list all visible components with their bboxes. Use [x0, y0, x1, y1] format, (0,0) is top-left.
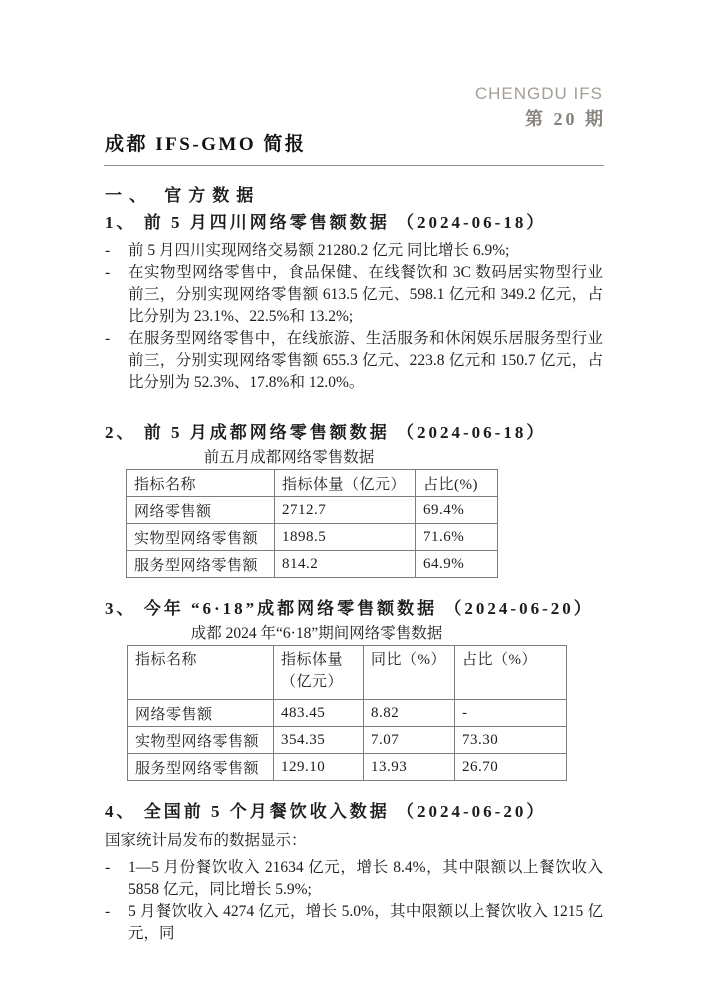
table-cell: 实物型网络零售额: [128, 727, 274, 754]
table-chengdu-retail: [126, 469, 498, 578]
bullet-marker: -: [105, 242, 111, 259]
bullet-item: [105, 240, 603, 262]
table-2-caption: 成都 2024 年“6·18”期间网络零售数据: [190, 625, 443, 642]
table-cell: 7.07: [364, 727, 455, 754]
table-cell: 483.45: [274, 700, 364, 727]
bullet-marker: -: [105, 330, 111, 347]
table-cell: 69.4%: [416, 497, 498, 524]
table-1-caption: 前五月成都网络零售数据: [203, 449, 375, 466]
table-header-cell: 指标名称: [127, 470, 275, 497]
table-cell: 13.93: [364, 754, 455, 781]
bullet-item: [105, 901, 603, 945]
table-cell: 26.70: [455, 754, 567, 781]
brand-logo-text: CHENGDU IFS: [474, 84, 603, 103]
bullet-marker: -: [105, 859, 111, 876]
table-header-cell: 占比(%): [416, 470, 498, 497]
table-row: [128, 700, 567, 727]
bullet-text: 在服务型网络零售中，在线旅游、生活服务和休闲娱乐居服务型行业前三，分别实现网络零售额 655.3 亿元、223.8 亿元和 150.7 亿元，占比分别为 52.3%、17.8%和 12.0%。: [128, 330, 603, 391]
bullet-text: 在实物型网络零售中，食品保健、在线餐饮和 3C 数码居实物型行业前三，分别实现网络零售额 613.5 亿元、598.1 亿元和 349.2 亿元，占比分别为 23.1%、22.5%和 13.2%;: [128, 264, 603, 325]
table-header-cell: 同比（%）: [364, 646, 455, 700]
item-1-bullet-list: [105, 240, 603, 394]
item-4-heading: 4、 全国前 5 个月餐饮收入数据 （2024-06-20）: [105, 802, 547, 821]
table-cell: 73.30: [455, 727, 567, 754]
table-row: [127, 524, 498, 551]
table-row: [128, 727, 567, 754]
bullet-item: [105, 857, 603, 901]
table-header-row: [127, 470, 498, 497]
table-row: [127, 551, 498, 578]
item-3-heading: 3、 今年 “6·18”成都网络零售额数据 （2024-06-20）: [105, 599, 594, 618]
table-cell: 2712.7: [275, 497, 416, 524]
document-body: [105, 184, 603, 945]
table-cell: 64.9%: [416, 551, 498, 578]
table-cell: -: [455, 700, 567, 727]
item-4-bullet-list: [105, 857, 603, 945]
bullet-text: 1—5 月份餐饮收入 21634 亿元，增长 8.4%，其中限额以上餐饮收入 5858 亿元，同比增长 5.9%;: [128, 859, 603, 898]
doc-title: 成都 IFS-GMO 简报: [105, 134, 307, 155]
table-cell: 网络零售额: [127, 497, 275, 524]
header-divider: [104, 165, 604, 166]
table-header-row: [128, 646, 567, 700]
table-header-cell: 占比（%）: [455, 646, 567, 700]
section-1-label: 一、 官方数据: [105, 186, 261, 205]
table-618-retail: [127, 645, 567, 781]
bullet-marker: -: [105, 264, 111, 281]
item-4-intro: 国家统计局发布的数据显示：: [105, 832, 307, 849]
table-header-cell: 指标名称: [128, 646, 274, 700]
table-cell: 71.6%: [416, 524, 498, 551]
table-header-cell: 指标体量（亿元）: [274, 646, 364, 700]
bullet-marker: -: [105, 903, 111, 920]
table-cell: 1898.5: [275, 524, 416, 551]
bullet-item: [105, 262, 603, 328]
table-row: [127, 497, 498, 524]
table-cell: 354.35: [274, 727, 364, 754]
table-cell: 129.10: [274, 754, 364, 781]
bullet-text: 前 5 月四川实现网络交易额 21280.2 亿元 同比增长 6.9%;: [128, 242, 510, 259]
table-header-cell: 指标体量（亿元）: [275, 470, 416, 497]
table-cell: 814.2: [275, 551, 416, 578]
table-cell: 实物型网络零售额: [127, 524, 275, 551]
issue-number: 第 20 期: [525, 109, 606, 129]
item-2-heading: 2、 前 5 月成都网络零售额数据 （2024-06-18）: [105, 423, 547, 442]
table-cell: 服务型网络零售额: [127, 551, 275, 578]
table-cell: 网络零售额: [128, 700, 274, 727]
table-cell: 8.82: [364, 700, 455, 727]
item-1-heading: 1、 前 5 月四川网络零售额数据 （2024-06-18）: [105, 213, 547, 232]
bullet-text: 5 月餐饮收入 4274 亿元，增长 5.0%，其中限额以上餐饮收入 1215 亿元，同: [128, 903, 603, 942]
bullet-item: [105, 328, 603, 394]
table-cell: 服务型网络零售额: [128, 754, 274, 781]
table-row: [128, 754, 567, 781]
